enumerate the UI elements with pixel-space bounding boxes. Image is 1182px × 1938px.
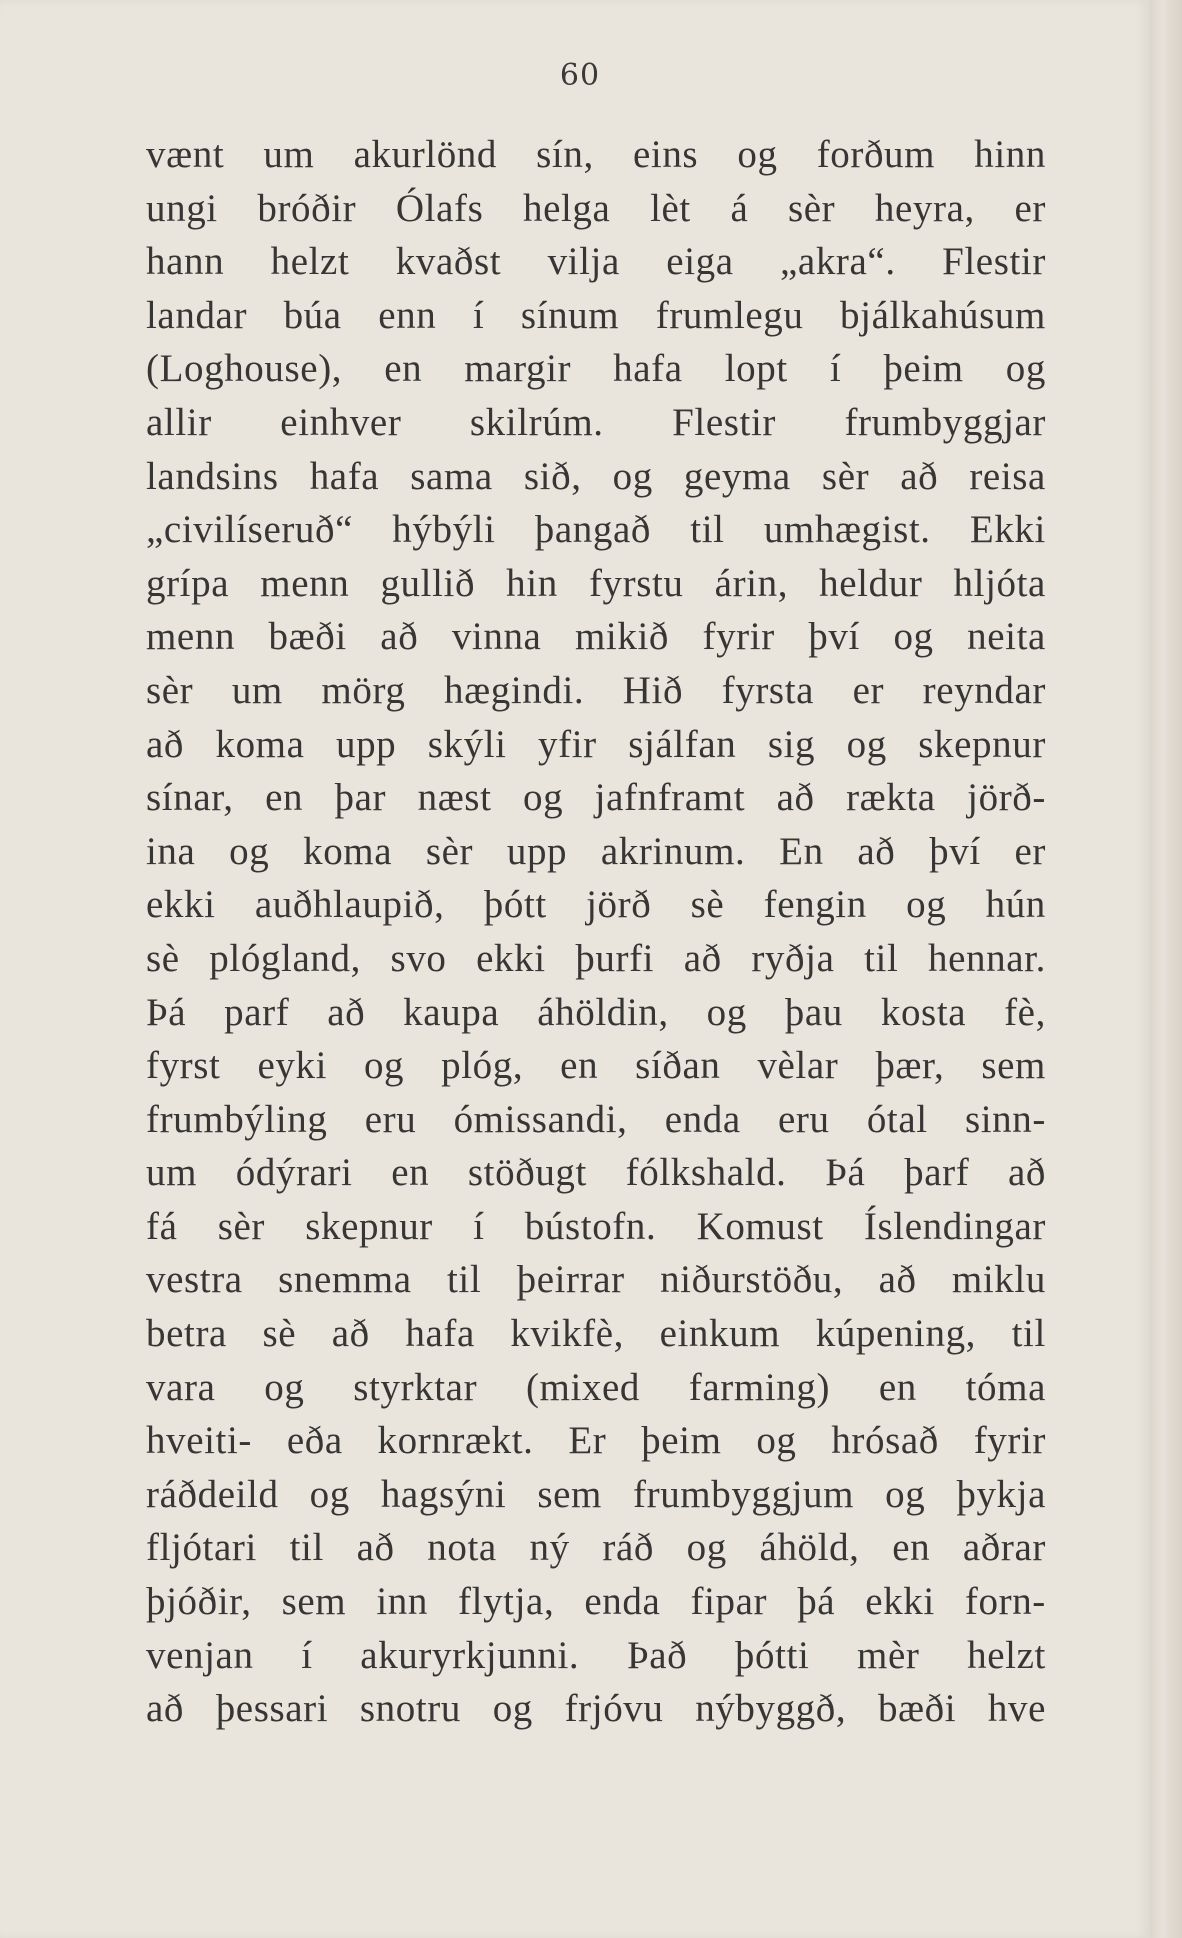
word: (mixed — [525, 1365, 641, 1409]
word: vestra — [146, 1258, 243, 1302]
word: og — [906, 883, 947, 927]
word: lopt — [724, 347, 788, 391]
word: jörð — [586, 883, 652, 927]
word: fyrsta — [721, 668, 815, 712]
word: ráðdeild — [146, 1472, 279, 1516]
word: skepnur — [305, 1204, 433, 1248]
word: frjóvu — [564, 1687, 664, 1731]
word: grípa — [146, 561, 230, 605]
word: eiga — [666, 240, 734, 284]
word: Hið — [622, 668, 684, 712]
word: fólkshald. — [625, 1151, 787, 1195]
word: ryðja — [751, 936, 835, 980]
word: sínum — [520, 293, 620, 337]
word: að — [146, 1687, 185, 1731]
word: eins — [632, 133, 699, 176]
text-line — [146, 664, 1046, 718]
word: en — [391, 1151, 430, 1195]
word: hljóta — [953, 561, 1046, 605]
word: árin, — [714, 561, 789, 605]
word: allir — [146, 400, 212, 444]
word: sínar, — [146, 776, 234, 820]
word: er — [852, 668, 885, 712]
word: þurfi — [575, 936, 655, 980]
text-line — [146, 289, 1046, 343]
word: frumbyggjum — [633, 1472, 855, 1516]
word: kornrækt. — [377, 1419, 534, 1463]
page-number: 60 — [559, 58, 601, 93]
word: koma — [215, 722, 305, 766]
word: akrinum. — [600, 829, 746, 873]
word: svo — [390, 936, 447, 980]
word: „civilíseruð“ — [146, 508, 354, 552]
word: Íslendingar — [863, 1204, 1046, 1248]
word: heldur — [819, 561, 923, 605]
word: hennar. — [928, 936, 1046, 980]
word: hafa — [405, 1312, 475, 1356]
word: lèt — [650, 186, 691, 230]
word: frumlegu — [655, 293, 804, 337]
word: þá — [797, 1580, 836, 1624]
word: þeim — [641, 1419, 722, 1463]
word: niðurstöðu, — [660, 1258, 844, 1302]
word: jörð- — [967, 776, 1046, 820]
word: fengin — [763, 883, 867, 927]
text-line — [146, 235, 1046, 289]
word: helzt — [967, 1633, 1046, 1677]
word: hrósað — [831, 1419, 939, 1463]
word: ekki — [146, 883, 216, 927]
word: að — [1007, 1151, 1046, 1195]
word: sem — [537, 1472, 602, 1516]
word: en — [892, 1526, 931, 1570]
word: til — [1011, 1312, 1046, 1356]
word: að — [331, 1312, 370, 1356]
text-line — [146, 128, 1046, 182]
word: bjálkahúsum — [840, 293, 1046, 337]
word: plóg, — [441, 1044, 524, 1088]
word: nota — [427, 1526, 497, 1570]
page-edge — [1150, 0, 1182, 1938]
word: Er — [568, 1419, 607, 1463]
word: vilja — [547, 240, 620, 284]
word: og — [893, 615, 934, 659]
word: og — [363, 1044, 405, 1088]
word: hinn — [974, 133, 1046, 176]
text-line — [146, 610, 1046, 664]
word: Þá — [146, 990, 187, 1034]
word: upp — [335, 722, 397, 766]
word: auðhlaupið, — [254, 883, 445, 927]
word: ekki — [865, 1580, 935, 1624]
word: en — [878, 1365, 917, 1409]
word: sama — [410, 454, 493, 498]
word: sín, — [536, 133, 594, 176]
word: menn — [146, 615, 236, 659]
word: og — [737, 133, 778, 176]
word: vinna — [451, 615, 542, 659]
word: en — [560, 1044, 599, 1088]
word: að — [776, 776, 815, 820]
word: farming) — [688, 1365, 831, 1409]
word: sè — [690, 883, 725, 927]
word: mörg — [321, 668, 406, 712]
text-line — [146, 342, 1046, 396]
text-line — [146, 1682, 1046, 1736]
word: geyma — [683, 454, 791, 498]
word: mèr — [857, 1633, 920, 1677]
text-line — [146, 878, 1046, 932]
word: að — [146, 722, 185, 766]
word: þessari — [215, 1687, 329, 1731]
word: aðrar — [962, 1526, 1046, 1570]
word: og — [522, 776, 564, 820]
word: þær, — [875, 1044, 945, 1088]
word: vænt — [146, 133, 225, 176]
word: frumbýling — [146, 1097, 328, 1141]
word: inn — [376, 1580, 428, 1624]
word: (Loghouse), — [146, 347, 343, 391]
word: hve — [987, 1687, 1046, 1731]
text-line — [146, 1307, 1046, 1361]
word: styrktar — [353, 1365, 478, 1409]
word: rækta — [846, 776, 936, 820]
word: og — [706, 990, 747, 1034]
text-line — [146, 1468, 1046, 1522]
word: koma — [303, 829, 393, 873]
word: hafa — [309, 454, 380, 498]
word: margir — [464, 347, 572, 391]
word: bústofn. — [524, 1204, 657, 1248]
word: þarf — [904, 1151, 970, 1195]
word: um — [263, 133, 315, 176]
word: ina — [146, 829, 196, 873]
word: landar — [146, 293, 248, 337]
text-line — [146, 1093, 1046, 1147]
word: snotru — [359, 1687, 461, 1731]
word: þeim — [883, 347, 964, 391]
word: bæði — [877, 1687, 957, 1731]
word: menn — [260, 561, 350, 605]
body-text — [146, 128, 1046, 1736]
word: um — [146, 1151, 198, 1195]
word: ráð — [602, 1526, 654, 1570]
word: kosta — [880, 990, 967, 1034]
word: neita — [967, 615, 1046, 659]
word: En — [779, 829, 824, 873]
word: forn- — [964, 1580, 1046, 1624]
word: í — [472, 293, 485, 337]
word: en — [265, 776, 304, 820]
text-line — [146, 1361, 1046, 1415]
word: og — [309, 1472, 350, 1516]
word: einkum — [659, 1312, 781, 1356]
word: er — [1014, 186, 1046, 230]
word: reisa — [969, 454, 1046, 498]
text-line — [146, 1253, 1046, 1307]
word: og — [756, 1419, 797, 1463]
word: enn — [378, 293, 437, 337]
word: að — [857, 829, 896, 873]
word: þar — [334, 776, 387, 820]
word: þangað — [534, 508, 652, 552]
word: ómissandi, — [453, 1097, 628, 1141]
word: enda — [584, 1580, 661, 1624]
word: og — [885, 1472, 926, 1516]
word: Það — [626, 1633, 688, 1677]
word: eyki — [257, 1044, 327, 1088]
text-line — [146, 825, 1046, 879]
word: til — [864, 936, 899, 980]
word: kúpening, — [815, 1312, 977, 1356]
word: þau — [784, 990, 843, 1034]
word: til — [289, 1526, 324, 1570]
word: fljótari — [146, 1526, 257, 1570]
word: að — [327, 990, 366, 1034]
text-line — [146, 932, 1046, 986]
text-line — [146, 182, 1046, 236]
word: vara — [146, 1365, 216, 1409]
word: akurlönd — [353, 133, 498, 176]
word: næst — [417, 776, 492, 820]
text-line — [146, 1629, 1046, 1683]
word: því — [929, 829, 981, 873]
word: að — [356, 1526, 395, 1570]
word: umhægist. — [763, 508, 931, 552]
word: helzt — [270, 240, 350, 284]
text-line — [146, 771, 1046, 825]
word: upp — [506, 829, 568, 873]
word: fá — [146, 1204, 178, 1248]
word: vèlar — [757, 1044, 839, 1088]
word: hægindi. — [444, 668, 585, 712]
word: heyra, — [874, 186, 975, 230]
word: í — [473, 1204, 485, 1248]
text-line — [146, 1521, 1046, 1575]
word: sè — [262, 1312, 297, 1356]
text-line — [146, 1146, 1046, 1200]
word: sinn- — [964, 1097, 1046, 1141]
word: fyrst — [146, 1044, 221, 1088]
word: „akra“. — [780, 240, 896, 284]
text-line — [146, 450, 1046, 504]
word: reyndar — [922, 668, 1046, 712]
word: sèr — [425, 829, 474, 873]
word: fè, — [1004, 990, 1046, 1034]
word: að — [900, 454, 939, 498]
word: einhver — [280, 400, 402, 444]
text-line — [146, 557, 1046, 611]
word: flytja, — [458, 1580, 555, 1624]
word: sèr — [821, 454, 870, 498]
word: fyrir — [702, 615, 775, 659]
word: bæði — [268, 615, 347, 659]
word: sem — [281, 1580, 347, 1624]
word: Flestir — [672, 400, 776, 444]
text-line — [146, 718, 1046, 772]
word: nýbyggð, — [695, 1687, 847, 1731]
word: ný — [529, 1526, 570, 1570]
word: forðum — [816, 133, 936, 176]
word: þykja — [956, 1472, 1046, 1516]
word: síðan — [635, 1044, 721, 1088]
word: landsins — [146, 454, 279, 498]
word: þjóðir, — [146, 1580, 252, 1624]
text-line — [146, 1414, 1046, 1468]
word: sið, — [523, 454, 582, 498]
word: stöðugt — [467, 1151, 587, 1195]
word: jafnframt — [594, 776, 746, 820]
word: og — [1005, 347, 1046, 391]
word: eru — [364, 1097, 417, 1141]
word: í — [829, 347, 842, 391]
word: miklu — [951, 1258, 1046, 1302]
word: þeirrar — [516, 1258, 625, 1302]
text-line — [146, 986, 1046, 1040]
word: yfir — [538, 722, 597, 766]
word: um — [231, 668, 283, 712]
word: en — [384, 347, 423, 391]
word: kvaðst — [395, 240, 502, 284]
word: sem — [981, 1044, 1046, 1088]
word: til — [446, 1258, 482, 1302]
word: fyrstu — [588, 561, 684, 605]
word: ungi — [146, 186, 218, 230]
word: enda — [664, 1097, 741, 1141]
word: á — [730, 186, 749, 230]
word: tóma — [965, 1365, 1046, 1409]
word: mikið — [574, 615, 669, 659]
word: gullið — [380, 561, 476, 605]
word: og — [229, 829, 270, 873]
word: akuryrkjunni. — [360, 1633, 580, 1677]
text-line — [146, 503, 1046, 557]
word: ótal — [866, 1097, 928, 1141]
word: hin — [506, 561, 558, 605]
word: ekki — [476, 936, 546, 980]
word: snemma — [278, 1258, 412, 1302]
text-line — [146, 1200, 1046, 1254]
word: hveiti- — [146, 1419, 253, 1463]
word: betra — [146, 1312, 227, 1356]
word: skýli — [427, 722, 507, 766]
word: og — [612, 454, 653, 498]
word: því — [808, 615, 860, 659]
word: áhöldin, — [537, 990, 669, 1034]
word: er — [1014, 829, 1046, 873]
word: þótti — [734, 1633, 810, 1677]
word: sjálfan — [628, 722, 737, 766]
word: sig — [767, 722, 816, 766]
word: hagsýni — [380, 1472, 507, 1516]
word: plógland, — [209, 936, 361, 980]
word: sèr — [787, 186, 836, 230]
word: hafa — [613, 347, 683, 391]
word: ódýrari — [235, 1151, 353, 1195]
word: hýbýli — [392, 508, 496, 552]
word: þótt — [483, 883, 547, 927]
word: til — [690, 508, 725, 552]
word: bróðir — [257, 186, 357, 230]
word: Þá — [825, 1151, 866, 1195]
word: að — [683, 936, 722, 980]
word: Komust — [696, 1204, 824, 1248]
word: kvikfè, — [510, 1312, 625, 1356]
word: og — [264, 1365, 305, 1409]
word: sèr — [146, 668, 194, 712]
word: hann — [146, 240, 225, 284]
word: Flestir — [942, 240, 1046, 284]
word: helga — [522, 186, 611, 230]
word: parf — [224, 990, 290, 1034]
word: að — [380, 615, 419, 659]
word: og — [686, 1526, 727, 1570]
word: frumbyggjar — [844, 400, 1046, 444]
word: venjan — [146, 1633, 254, 1677]
word: Ekki — [969, 508, 1046, 552]
word: og — [492, 1687, 533, 1731]
word: skepnur — [918, 722, 1046, 766]
text-line — [146, 1575, 1046, 1629]
word: eða — [286, 1419, 343, 1463]
word: og — [846, 722, 887, 766]
word: Ólafs — [395, 186, 484, 230]
word: sèr — [217, 1204, 265, 1248]
text-line — [146, 1039, 1046, 1093]
word: skilrúm. — [469, 400, 604, 444]
word: búa — [283, 293, 342, 337]
word: fipar — [690, 1580, 768, 1624]
word: áhöld, — [759, 1526, 860, 1570]
word: kaupa — [403, 990, 500, 1034]
word: í — [301, 1633, 313, 1677]
word: fyrir — [973, 1419, 1046, 1463]
word: sè — [146, 936, 180, 980]
word: að — [878, 1258, 917, 1302]
text-line — [146, 396, 1046, 450]
word: hún — [985, 883, 1046, 927]
word: eru — [777, 1097, 830, 1141]
